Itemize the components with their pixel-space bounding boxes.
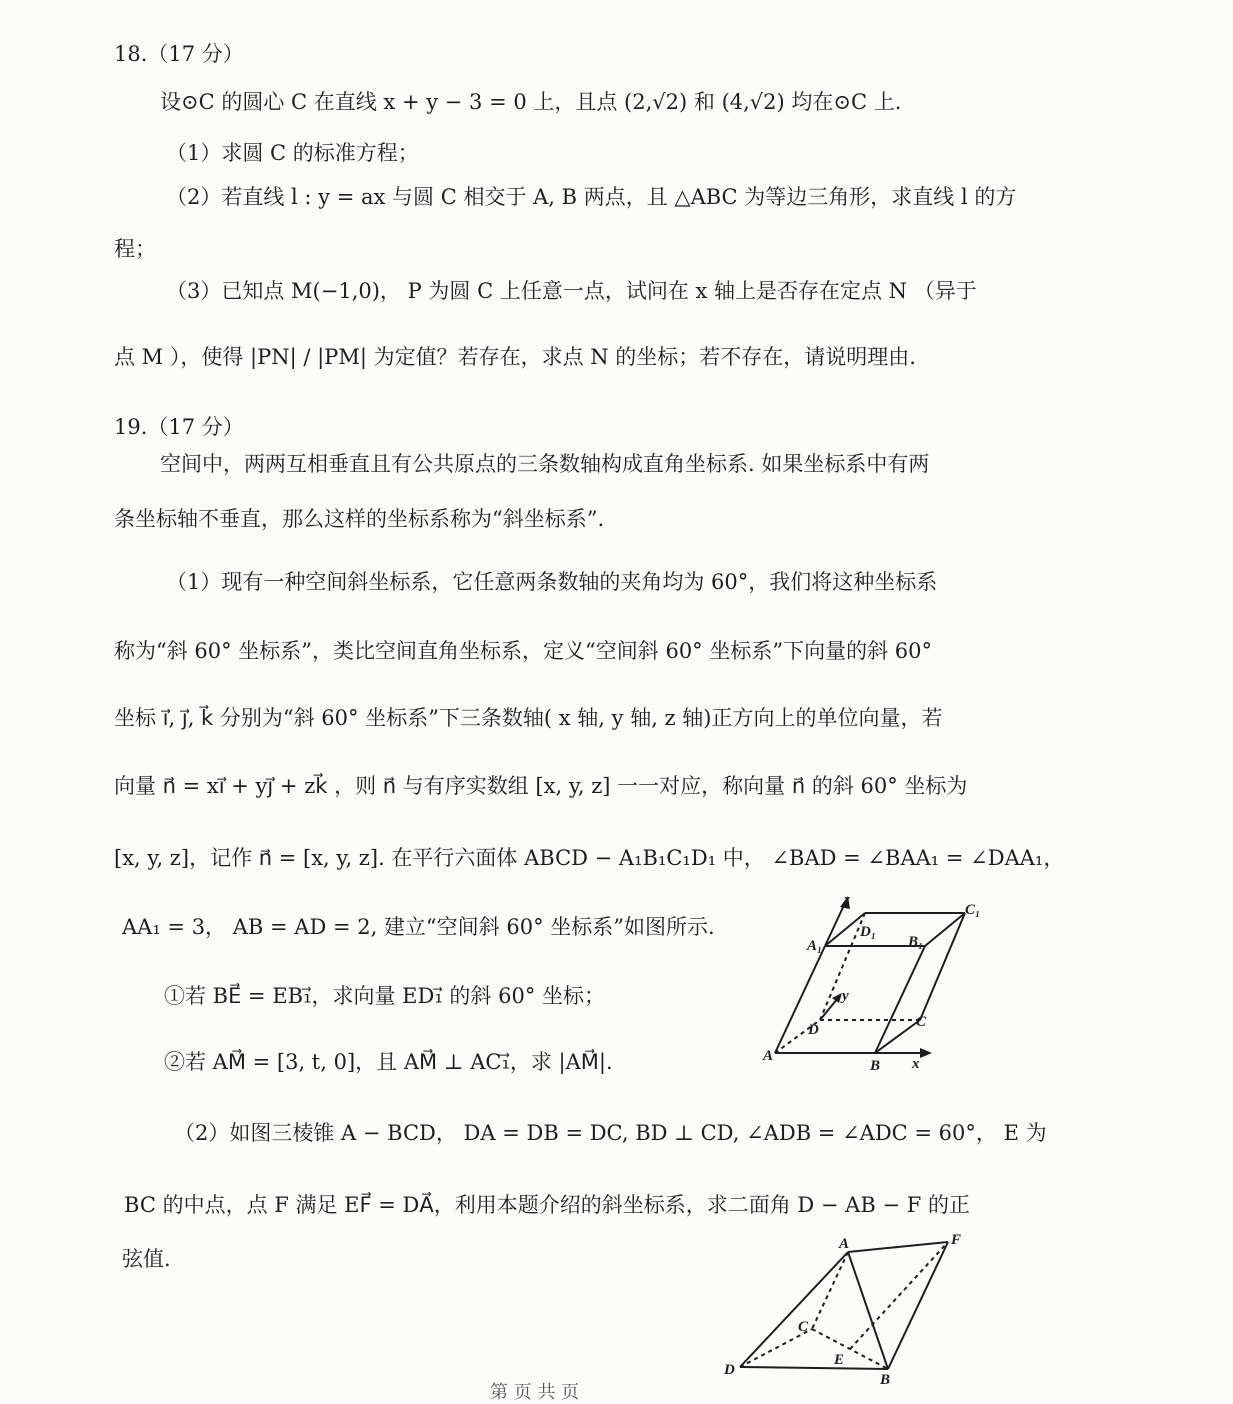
q19-sub1: ①若 BE⃗ = EB₁⃗，求向量 ED₁⃗ 的斜 60° 坐标； — [164, 984, 606, 1008]
q19-sub2: ②若 AM⃗ = [3, t, 0]，且 AM⃗ ⊥ AC₁⃗，求 |AM⃗|. — [164, 1050, 613, 1074]
q19-intro-line2: 条坐标轴不垂直，那么这样的坐标系称为“斜坐标系”. — [114, 507, 605, 531]
fig1-label-x: x — [912, 1056, 920, 1072]
page-footer: 第 页 共 页 — [490, 1382, 580, 1403]
fig2-label-B: B — [880, 1372, 891, 1388]
fig2-label-D: D — [724, 1362, 735, 1378]
fig1-label-C: C — [916, 1014, 927, 1030]
fig1-label-B1: B₁ — [908, 934, 924, 950]
fig1-label-z: z — [844, 892, 850, 908]
q19-part1-line1: （1）现有一种空间斜坐标系，它任意两条数轴的夹角均为 60°，我们将这种坐标系 — [166, 570, 938, 594]
q19-part1-line4: 向量 n⃗ = xi⃗ + yj⃗ + zk⃗ ，则 n⃗ 与有序实数组 [x, y, z] 一一对应，称向量 n⃗ 的斜 60° 坐标为 — [114, 774, 968, 798]
q18-stem: 设⊙C 的圆心 C 在直线 x + y − 3 = 0 上，且点 (2,√2) 和 (4,√2) 均在⊙C 上. — [160, 90, 902, 114]
fig2-label-A: A — [839, 1236, 850, 1252]
q19-part1-line6: AA₁ = 3， AB = AD = 2, 建立“空间斜 60° 坐标系”如图所示. — [122, 915, 715, 939]
q18-part2-line1: （2）若直线 l : y = ax 与圆 C 相交于 A, B 两点，且 △ABC 为等边三角形，求直线 l 的方 — [166, 185, 1017, 209]
fig2-label-C: C — [798, 1319, 809, 1335]
pyramid-figure — [720, 1232, 980, 1388]
fig1-label-B: B — [870, 1058, 881, 1074]
fig2-label-F: F — [951, 1232, 962, 1248]
q19-part1-line5: [x, y, z]，记作 n⃗ = [x, y, z]. 在平行六面体 ABCD − A₁B₁C₁D₁ 中， ∠BAD = ∠BAA₁ = ∠DAA₁， — [114, 846, 1065, 870]
q19-part2-line1: （2）如图三棱锥 A − BCD， DA = DB = DC, BD ⊥ CD, ∠ADB = ∠ADC = 60°， E 为 — [174, 1121, 1047, 1145]
q19-intro-line1: 空间中，两两互相垂直且有公共原点的三条数轴构成直角坐标系. 如果坐标系中有两 — [160, 452, 930, 476]
q18-part3-line1: （3）已知点 M(−1,0)， P 为圆 C 上任意一点，试问在 x 轴上是否存在定点 N （异于 — [166, 279, 977, 303]
parallelepiped-figure — [760, 888, 1000, 1078]
q18-part3-line2: 点 M ），使得 |PN| / |PM| 为定值？若存在，求点 N 的坐标；若不存在，请说明理由. — [114, 345, 916, 369]
q19-heading: 19.（17 分） — [114, 415, 244, 439]
fig1-label-D1: D₁ — [860, 924, 877, 940]
q18-part1: （1）求圆 C 的标准方程； — [166, 141, 419, 165]
fig2-label-E: E — [834, 1352, 845, 1368]
q19-part1-line2: 称为“斜 60° 坐标系”，类比空间直角坐标系，定义“空间斜 60° 坐标系”下向量的斜 60° — [114, 639, 932, 663]
q18-part2-line2: 程； — [114, 237, 156, 261]
fig1-label-A: A — [763, 1048, 774, 1064]
q19-part2-line3: 弦值. — [122, 1247, 171, 1271]
q19-part1-line3: 坐标 i⃗, j⃗, k⃗ 分别为“斜 60° 坐标系”下三条数轴( x 轴, y 轴, z 轴)正方向上的单位向量，若 — [114, 706, 943, 730]
fig1-label-A1: A₁ — [807, 938, 823, 954]
fig1-label-y: y — [842, 988, 849, 1004]
fig1-label-D: D — [808, 1022, 819, 1038]
fig1-label-C1: C₁ — [965, 902, 981, 918]
q18-heading: 18.（17 分） — [114, 42, 244, 66]
q19-part2-line2: BC 的中点，点 F 满足 EF⃗ = DA⃗，利用本题介绍的斜坐标系，求二面角 D − AB − F 的正 — [124, 1193, 970, 1217]
